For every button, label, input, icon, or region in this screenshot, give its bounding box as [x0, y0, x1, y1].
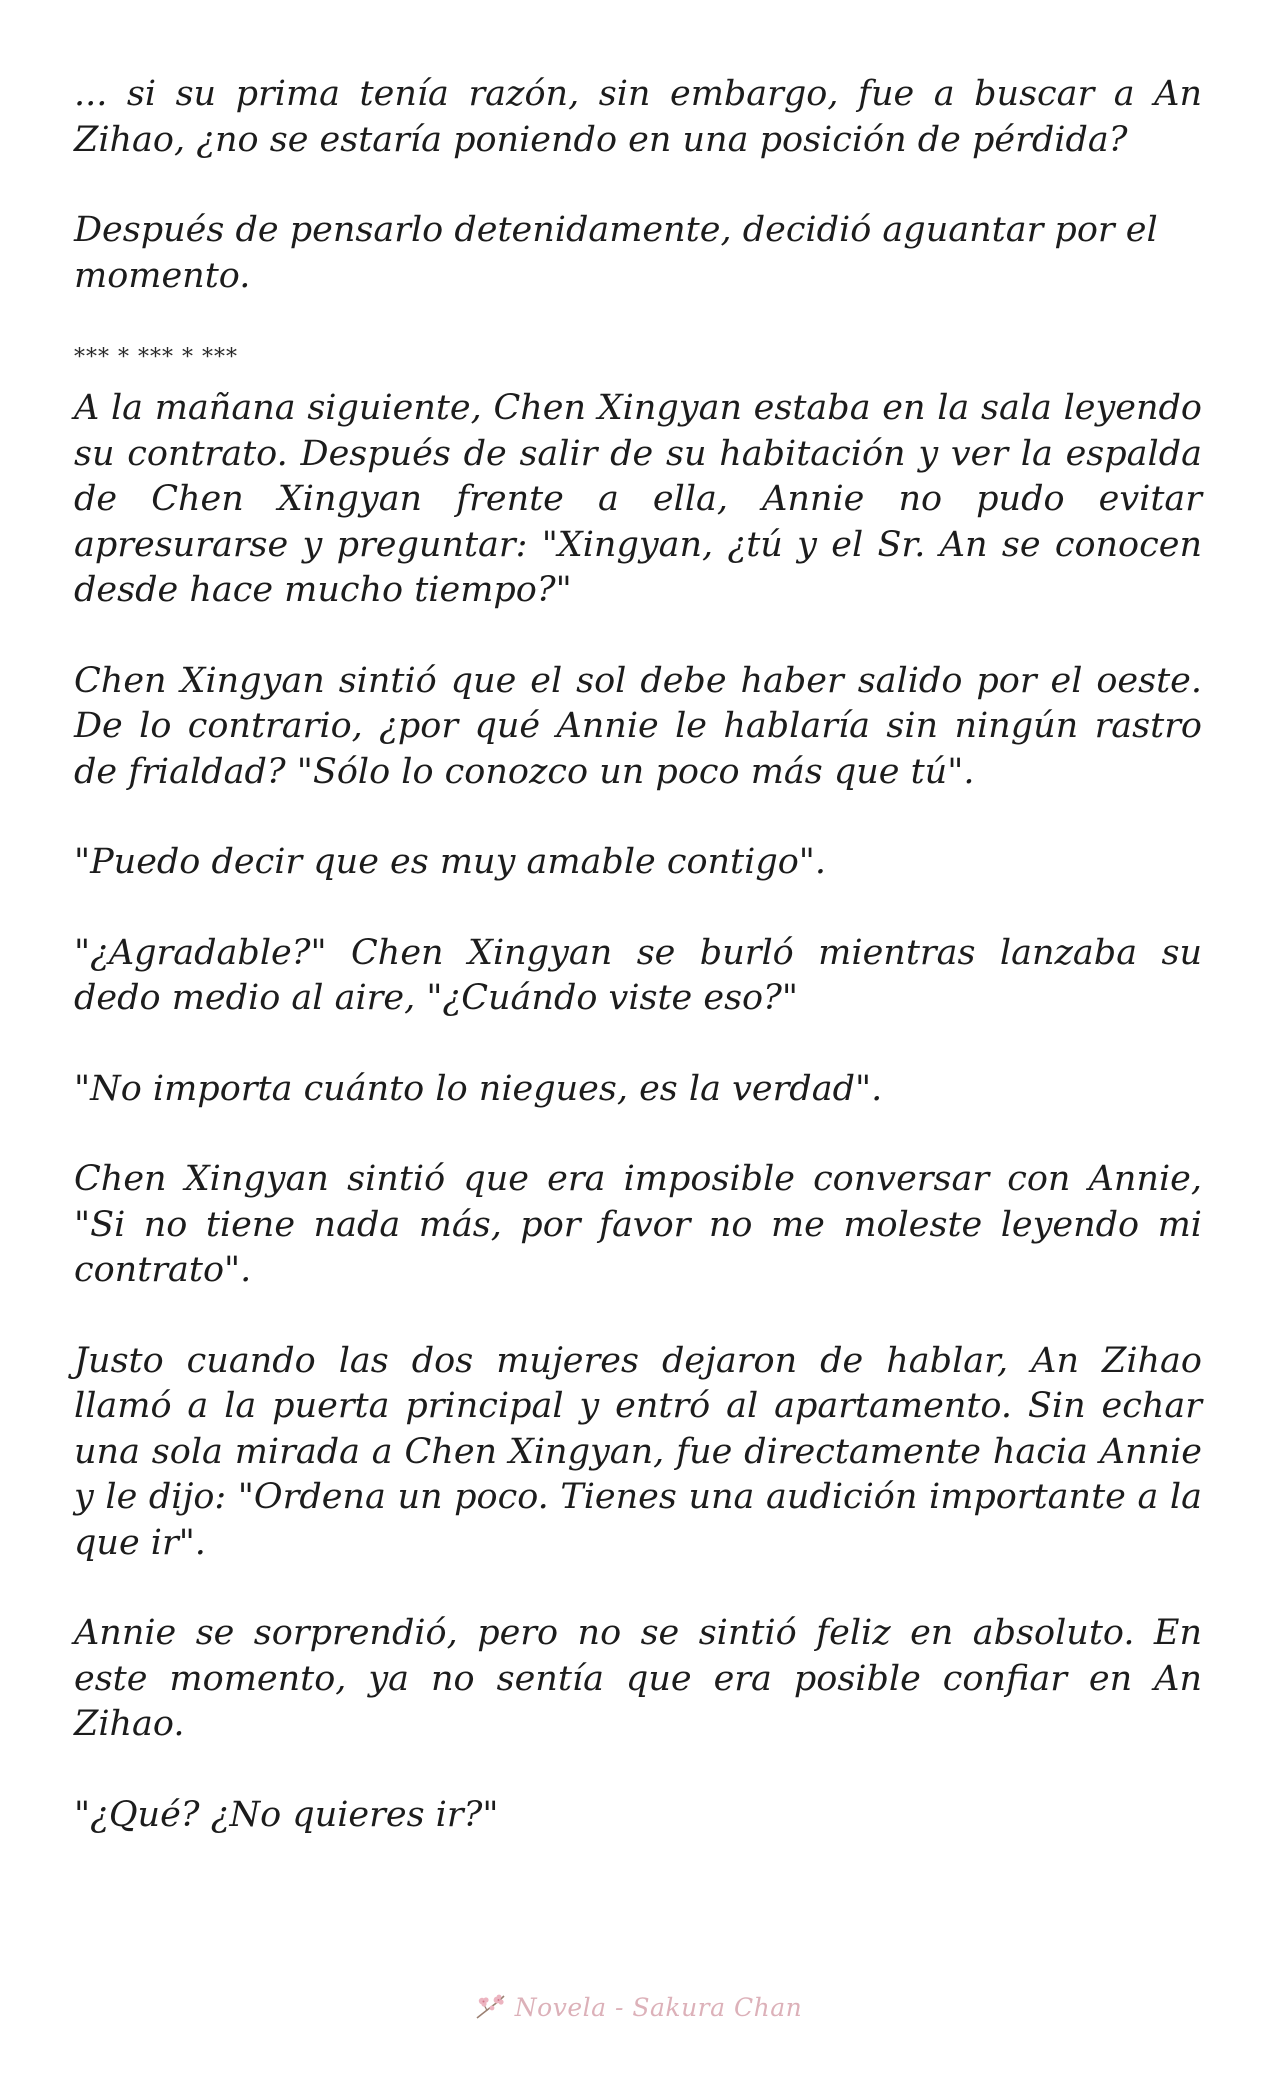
- footer: [0, 1990, 1275, 2024]
- paragraph-8: Chen Xingyan sintió que era imposible conversar con Annie, "Si no tiene nada más, por favor no me moleste leyendo mi contrato".: [74, 1159, 1202, 1290]
- cherry-blossom-icon: [473, 1990, 507, 2024]
- paragraph-9: Justo cuando las dos mujeres dejaron de hablar, An Zihao llamó a la puerta principal y entró al apartamento. Sin echar una sola mirada a Chen Xingyan, fue directamente hacia Annie y le dijo: "Ordena un poco. Tienes una audición importante a la que ir".: [74, 1340, 1202, 1563]
- paragraph-11: "¿Qué? ¿No quieres ir?": [74, 1794, 499, 1835]
- paragraph-10: Annie se sorprendió, pero no se sintió feliz en absoluto. En este momento, ya no sentía que era posible confiar en An Zihao.: [74, 1613, 1202, 1744]
- paragraph-7: "No importa cuánto lo niegues, es la verdad".: [74, 1068, 883, 1109]
- paragraph-5: "Puedo decir que es muy amable contigo".: [74, 842, 827, 882]
- document-body: [74, 72, 1202, 1883]
- paragraph-2: Después de pensarlo detenidamente, decidió aguantar por el momento.: [74, 210, 1158, 296]
- paragraph-1: ... si su prima tenía razón, sin embargo, fue a buscar a An Zihao, ¿no se estaría poniendo en una posición de pérdida?: [74, 74, 1202, 160]
- paragraph-6: "¿Agradable?" Chen Xingyan se burló mientras lanzaba su dedo medio al aire, "¿Cuándo viste eso?": [74, 932, 1202, 1018]
- watermark-text: Novela - Sakura Chan: [514, 1992, 803, 2022]
- paragraph-4: Chen Xingyan sintió que el sol debe haber salido por el oeste. De lo contrario, ¿por qué Annie le hablaría sin ningún rastro de frialdad? "Sólo lo conozco un poco más que tú".: [74, 660, 1202, 792]
- watermark: [473, 1990, 802, 2024]
- paragraph-3: A la mañana siguiente, Chen Xingyan estaba en la sala leyendo su contrato. Después de salir de su habitación y ver la espalda de Chen Xingyan frente a ella, Annie no pudo evitar apresurarse y preguntar: "Xingyan, ¿tú y el Sr. An se conocen desde hace mucho tiempo?": [74, 388, 1202, 610]
- scene-separator: *** * *** * ***: [74, 345, 238, 370]
